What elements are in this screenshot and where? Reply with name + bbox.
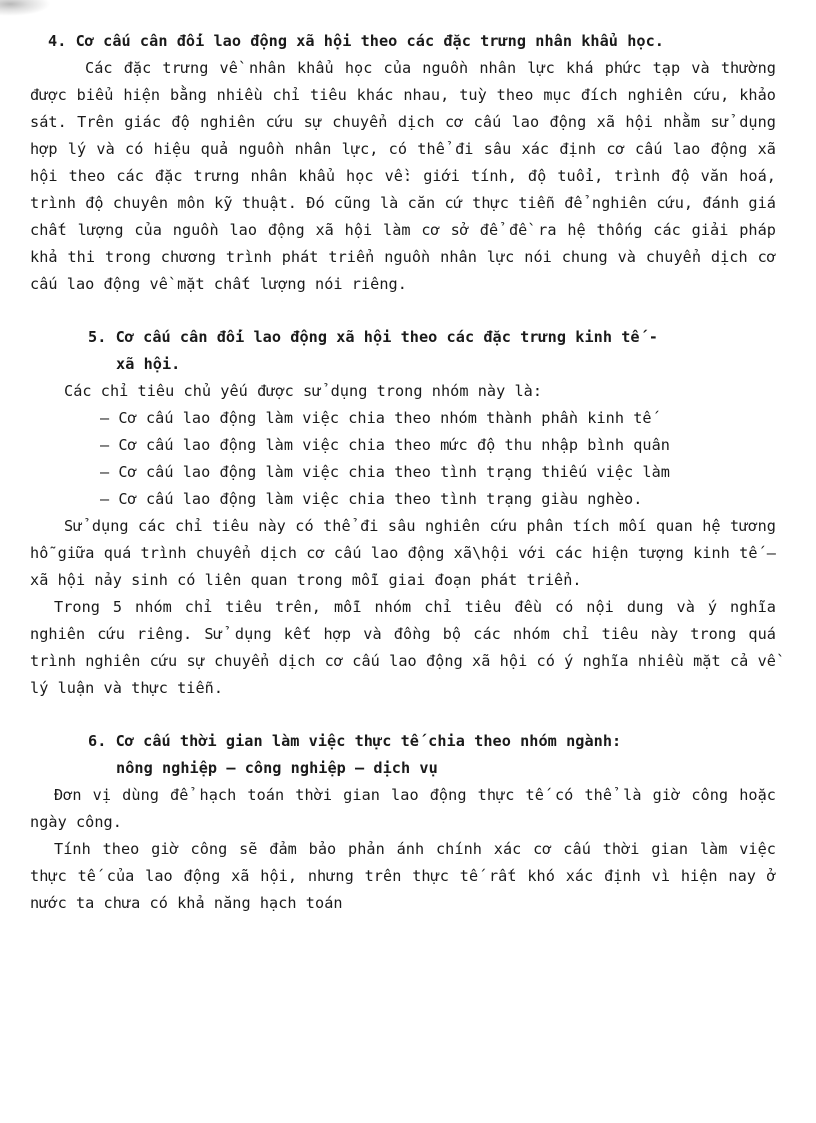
- scan-artifact: [0, 0, 70, 22]
- section-4-heading: [30, 28, 776, 55]
- page-content: [30, 28, 776, 917]
- section-5-heading-line1: 5. Cơ cấu cân đối lao động xã hội theo các đặc trưng kinh tế -: [88, 328, 659, 346]
- list-item: – Cơ cấu lao động làm việc chia theo tình trạng thiếu việc làm: [100, 463, 671, 481]
- section-6-heading-line2: nông nghiệp – công nghiệp – dịch vụ: [116, 759, 438, 777]
- list-item: – Cơ cấu lao động làm việc chia theo tình trạng giàu nghèo.: [100, 490, 643, 508]
- section-4-heading-text: 4. Cơ cấu cân đối lao động xã hội theo các đặc trưng nhân khẩu học.: [48, 32, 664, 50]
- section-5-heading: [30, 324, 776, 378]
- section-6-paragraph-1: Đơn vị dùng để hạch toán thời gian lao động thực tế có thể là giờ công hoặc ngày công.: [30, 786, 776, 831]
- section-4-paragraph: Các đặc trưng về nhân khẩu học của nguồn nhân lực khá phức tạp và thường được biểu hiện bằng nhiều chỉ tiêu khác nhau, tuỳ theo mục đích nghiên cứu, khảo sát. Trên giác độ nghiên cứu sự chuyển dịch cơ cấu lao động xã hội nhằm sử dụng hợp lý và có hiệu quả nguồn nhân lực, có thể đi sâu xác định cơ cấu lao động xã hội theo các đặc trưng nhân khẩu học về: giới tính, độ tuổi, trình độ văn hoá, trình độ chuyên môn kỹ thuật. Đó cũng là căn cứ thực tiễn để nghiên cứu, đánh giá chất lượng của nguồn lao động xã hội làm cơ sở để đề ra hệ thống các giải pháp khả thi trong chương trình phát triển nguồn nhân lực nói chung và chuyển dịch cơ cấu lao động về mặt chất lượng nói riêng.: [30, 59, 776, 293]
- section-6-heading-line1: 6. Cơ cấu thời gian làm việc thực tế chia theo nhóm ngành:: [88, 732, 622, 750]
- section-6-paragraph-2: Tính theo giờ công sẽ đảm bảo phản ánh chính xác cơ cấu thời gian làm việc thực tế của lao động xã hội, nhưng trên thực tế rất khó xác định vì hiện nay ở nước ta chưa có khả năng hạch toán: [30, 840, 776, 912]
- list-item: – Cơ cấu lao động làm việc chia theo mức độ thu nhập bình quân: [100, 436, 671, 454]
- section-5-paragraph-2: Trong 5 nhóm chỉ tiêu trên, mỗi nhóm chỉ tiêu đều có nội dung và ý nghĩa nghiên cứu riêng. Sử dụng kết hợp và đồng bộ các nhóm chỉ tiêu này trong quá trình nghiên cứu sự chuyển dịch cơ cấu lao động xã hội có ý nghĩa nhiều mặt cả về lý luận và thực tiễn.: [30, 598, 776, 697]
- indicator-list: [30, 405, 776, 513]
- list-item: – Cơ cấu lao động làm việc chia theo nhóm thành phần kinh tế: [100, 409, 652, 427]
- section-5-intro: Các chỉ tiêu chủ yếu được sử dụng trong nhóm này là:: [64, 382, 543, 400]
- section-6-heading: [30, 728, 776, 782]
- section-5-heading-line2: xã hội.: [116, 355, 181, 373]
- section-5-paragraph-1: Sử dụng các chỉ tiêu này có thể đi sâu nghiên cứu phân tích mối quan hệ tương hỗ giữa quá trình chuyển dịch cơ cấu lao động xã\hội với các hiện tượng kinh tế – xã hội nảy sinh có liên quan trong mỗi giai đoạn phát triển.: [30, 517, 776, 589]
